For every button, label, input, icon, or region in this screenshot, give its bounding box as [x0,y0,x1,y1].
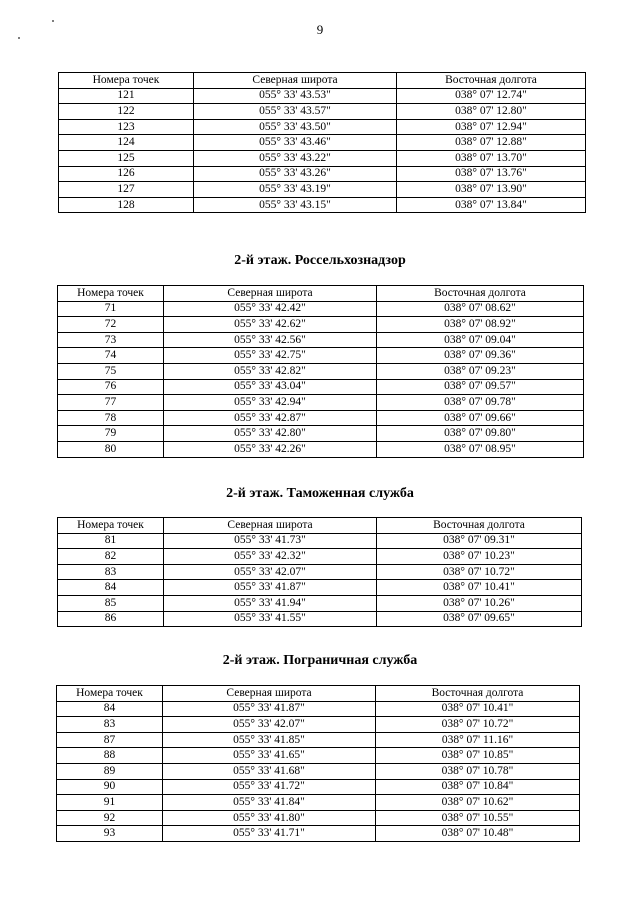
cell-north-latitude: 055° 33' 41.87" [163,701,376,717]
cell-point-number: 126 [59,166,194,182]
cell-north-latitude: 055° 33' 42.87" [164,410,377,426]
cell-east-longitude: 038° 07' 13.84" [397,197,586,213]
table-row [57,763,580,779]
cell-east-longitude: 038° 07' 12.80" [397,104,586,120]
section-heading-rosselkhoznadzor: 2-й этаж. Россельхознадзор [234,253,406,268]
cell-east-longitude: 038° 07' 09.31" [377,533,582,549]
cell-point-number: 93 [57,826,163,842]
cell-east-longitude: 038° 07' 09.80" [377,426,584,442]
table-row [59,135,586,151]
table-row [59,119,586,135]
cell-north-latitude: 055° 33' 41.65" [163,748,376,764]
cell-east-longitude: 038° 07' 10.72" [377,564,582,580]
cell-east-longitude: 038° 07' 12.88" [397,135,586,151]
cell-north-latitude: 055° 33' 42.75" [164,348,377,364]
table-row [57,732,580,748]
cell-east-longitude: 038° 07' 10.26" [377,595,582,611]
table-row [59,182,586,198]
table-row [58,549,582,565]
table-header-row [59,73,586,89]
table-header-row [57,686,580,702]
cell-north-latitude: 055° 33' 42.94" [164,395,377,411]
table-row [58,595,582,611]
cell-point-number: 84 [57,701,163,717]
cell-north-latitude: 055° 33' 42.32" [164,549,377,565]
cell-east-longitude: 038° 07' 11.16" [376,732,580,748]
cell-north-latitude: 055° 33' 41.71" [163,826,376,842]
header-point-number: Номера точек [59,73,194,89]
cell-north-latitude: 055° 33' 42.56" [164,332,377,348]
cell-point-number: 122 [59,104,194,120]
cell-north-latitude: 055° 33' 43.50" [194,119,397,135]
table-row [57,717,580,733]
cell-point-number: 128 [59,197,194,213]
table-row [58,580,582,596]
cell-point-number: 127 [59,182,194,198]
cell-north-latitude: 055° 33' 43.22" [194,150,397,166]
coords-table-continued [58,72,586,213]
table-row [58,611,582,627]
cell-point-number: 79 [58,426,164,442]
table-row [58,441,584,457]
cell-east-longitude: 038° 07' 10.72" [376,717,580,733]
cell-north-latitude: 055° 33' 42.42" [164,301,377,317]
cell-east-longitude: 038° 07' 10.41" [377,580,582,596]
cell-point-number: 121 [59,88,194,104]
cell-point-number: 92 [57,810,163,826]
cell-east-longitude: 038° 07' 08.92" [377,317,584,333]
cell-point-number: 78 [58,410,164,426]
cell-east-longitude: 038° 07' 08.62" [377,301,584,317]
cell-east-longitude: 038° 07' 10.55" [376,810,580,826]
cell-north-latitude: 055° 33' 43.04" [164,379,377,395]
table-row [57,810,580,826]
cell-east-longitude: 038° 07' 10.85" [376,748,580,764]
cell-east-longitude: 038° 07' 09.36" [377,348,584,364]
cell-north-latitude: 055° 33' 41.85" [163,732,376,748]
cell-point-number: 91 [57,795,163,811]
cell-east-longitude: 038° 07' 09.23" [377,363,584,379]
cell-north-latitude: 055° 33' 43.19" [194,182,397,198]
table-row [57,701,580,717]
cell-point-number: 90 [57,779,163,795]
page-number: 9 [316,22,324,37]
cell-point-number: 83 [57,717,163,733]
header-north-latitude: Северная широта [163,686,376,702]
section-heading-border-service: 2-й этаж. Пограничная служба [222,653,418,668]
cell-north-latitude: 055° 33' 41.94" [164,595,377,611]
cell-north-latitude: 055° 33' 43.46" [194,135,397,151]
cell-point-number: 73 [58,332,164,348]
cell-point-number: 84 [58,580,164,596]
cell-point-number: 76 [58,379,164,395]
cell-point-number: 72 [58,317,164,333]
coords-table-customs [57,517,582,627]
header-point-number: Номера точек [57,686,163,702]
cell-east-longitude: 038° 07' 10.78" [376,763,580,779]
cell-point-number: 82 [58,549,164,565]
cell-north-latitude: 055° 33' 42.07" [163,717,376,733]
cell-point-number: 123 [59,119,194,135]
table-row [58,363,584,379]
table-row [58,410,584,426]
cell-north-latitude: 055° 33' 41.68" [163,763,376,779]
cell-north-latitude: 055° 33' 42.26" [164,441,377,457]
cell-east-longitude: 038° 07' 13.76" [397,166,586,182]
table-row [58,564,582,580]
cell-east-longitude: 038° 07' 13.70" [397,150,586,166]
cell-east-longitude: 038° 07' 09.78" [377,395,584,411]
table-row [58,533,582,549]
cell-north-latitude: 055° 33' 42.82" [164,363,377,379]
header-east-longitude: Восточная долгота [377,518,582,534]
table-row [58,301,584,317]
cell-point-number: 83 [58,564,164,580]
table-row [59,150,586,166]
cell-east-longitude: 038° 07' 10.62" [376,795,580,811]
cell-north-latitude: 055° 33' 41.87" [164,580,377,596]
cell-point-number: 87 [57,732,163,748]
cell-east-longitude: 038° 07' 09.57" [377,379,584,395]
cell-east-longitude: 038° 07' 10.84" [376,779,580,795]
table-row [59,104,586,120]
cell-east-longitude: 038° 07' 08.95" [377,441,584,457]
table-row [59,88,586,104]
table-row [57,779,580,795]
cell-point-number: 124 [59,135,194,151]
table-row [58,317,584,333]
cell-north-latitude: 055° 33' 41.55" [164,611,377,627]
header-point-number: Номера точек [58,518,164,534]
cell-north-latitude: 055° 33' 42.07" [164,564,377,580]
header-east-longitude: Восточная долгота [376,686,580,702]
cell-north-latitude: 055° 33' 43.57" [194,104,397,120]
header-east-longitude: Восточная долгота [377,286,584,302]
header-north-latitude: Северная широта [164,286,377,302]
cell-point-number: 81 [58,533,164,549]
header-point-number: Номера точек [58,286,164,302]
cell-point-number: 85 [58,595,164,611]
cell-north-latitude: 055° 33' 43.15" [194,197,397,213]
cell-point-number: 74 [58,348,164,364]
cell-east-longitude: 038° 07' 12.94" [397,119,586,135]
cell-north-latitude: 055° 33' 41.84" [163,795,376,811]
cell-north-latitude: 055° 33' 43.53" [194,88,397,104]
table-row [58,348,584,364]
header-east-longitude: Восточная долгота [397,73,586,89]
header-north-latitude: Северная широта [164,518,377,534]
cell-point-number: 80 [58,441,164,457]
cell-east-longitude: 038° 07' 12.74" [397,88,586,104]
table-row [59,166,586,182]
coords-table-border-service [56,685,580,842]
cell-north-latitude: 055° 33' 41.72" [163,779,376,795]
cell-point-number: 88 [57,748,163,764]
cell-point-number: 89 [57,763,163,779]
cell-east-longitude: 038° 07' 09.66" [377,410,584,426]
cell-point-number: 86 [58,611,164,627]
coords-table-rosselkhoznadzor [57,285,584,458]
cell-east-longitude: 038° 07' 10.23" [377,549,582,565]
header-north-latitude: Северная широта [194,73,397,89]
cell-point-number: 75 [58,363,164,379]
cell-point-number: 71 [58,301,164,317]
table-row [57,826,580,842]
cell-east-longitude: 038° 07' 09.04" [377,332,584,348]
cell-point-number: 125 [59,150,194,166]
table-row [57,748,580,764]
table-row [58,379,584,395]
cell-north-latitude: 055° 33' 42.80" [164,426,377,442]
table-row [57,795,580,811]
table-row [58,395,584,411]
table-row [59,197,586,213]
cell-point-number: 77 [58,395,164,411]
table-header-row [58,518,582,534]
cell-east-longitude: 038° 07' 13.90" [397,182,586,198]
cell-east-longitude: 038° 07' 09.65" [377,611,582,627]
cell-east-longitude: 038° 07' 10.41" [376,701,580,717]
cell-north-latitude: 055° 33' 41.73" [164,533,377,549]
cell-north-latitude: 055° 33' 42.62" [164,317,377,333]
cell-north-latitude: 055° 33' 43.26" [194,166,397,182]
cell-north-latitude: 055° 33' 41.80" [163,810,376,826]
table-row [58,332,584,348]
cell-east-longitude: 038° 07' 10.48" [376,826,580,842]
table-row [58,426,584,442]
section-heading-customs: 2-й этаж. Таможенная служба [226,486,414,501]
table-header-row [58,286,584,302]
